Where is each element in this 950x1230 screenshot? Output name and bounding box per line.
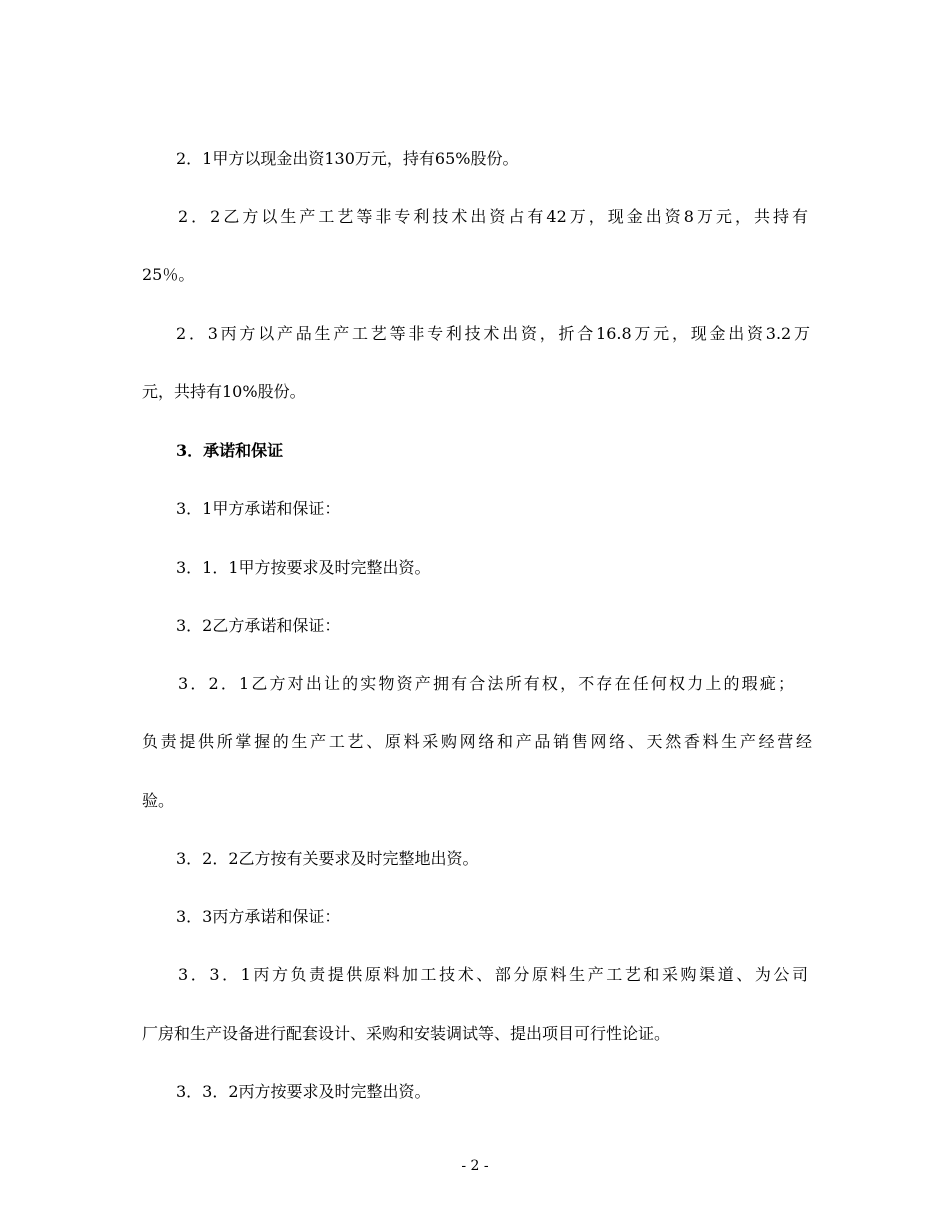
- clause-3-2-2: 3．2．2乙方按有关要求及时完整地出资。: [176, 849, 479, 868]
- clause-3-3: 3．3丙方承诺和保证：: [176, 907, 341, 926]
- clause-3-2-1-continued: 负责提供所掌握的生产工艺、原料采购网络和产品销售网络、天然香料生产经营经: [142, 732, 812, 751]
- clause-3-3-1: 3．3．1丙方负责提供原料加工技术、部分原料生产工艺和采购渠道、为公司: [178, 965, 808, 984]
- clause-3-2-1-end: 验。: [142, 791, 175, 810]
- clause-3-2: 3．2乙方承诺和保证：: [176, 616, 341, 635]
- page-number: - 2 -: [461, 1158, 489, 1174]
- clause-2-3: 2．3丙方以产品生产工艺等非专利技术出资，折合16.8万元，现金出资3.2万: [176, 324, 810, 343]
- clause-2-2-continued: 25％。: [142, 265, 195, 284]
- clause-3-3-2: 3．3．2丙方按要求及时完整出资。: [176, 1082, 431, 1101]
- clause-3-1-1: 3．1．1甲方按要求及时完整出资。: [176, 558, 431, 577]
- clause-2-1: 2．1甲方以现金出资130万元，持有65%股份。: [176, 149, 519, 168]
- clause-2-2: 2．2乙方以生产工艺等非专利技术出资占有42万，现金出资8万元，共持有: [178, 207, 808, 226]
- clause-3-1: 3．1甲方承诺和保证：: [176, 499, 341, 518]
- clause-3-2-1: 3．2．1乙方对出让的实物资产拥有合法所有权，不存在任何权力上的瑕疵；: [178, 674, 794, 693]
- section-3-heading: 3．承诺和保证: [176, 441, 284, 460]
- clause-3-3-1-continued: 厂房和生产设备进行配套设计、采购和安装调试等、提出项目可行性论证。: [142, 1024, 671, 1043]
- clause-2-3-continued: 元，共持有10%股份。: [142, 382, 306, 401]
